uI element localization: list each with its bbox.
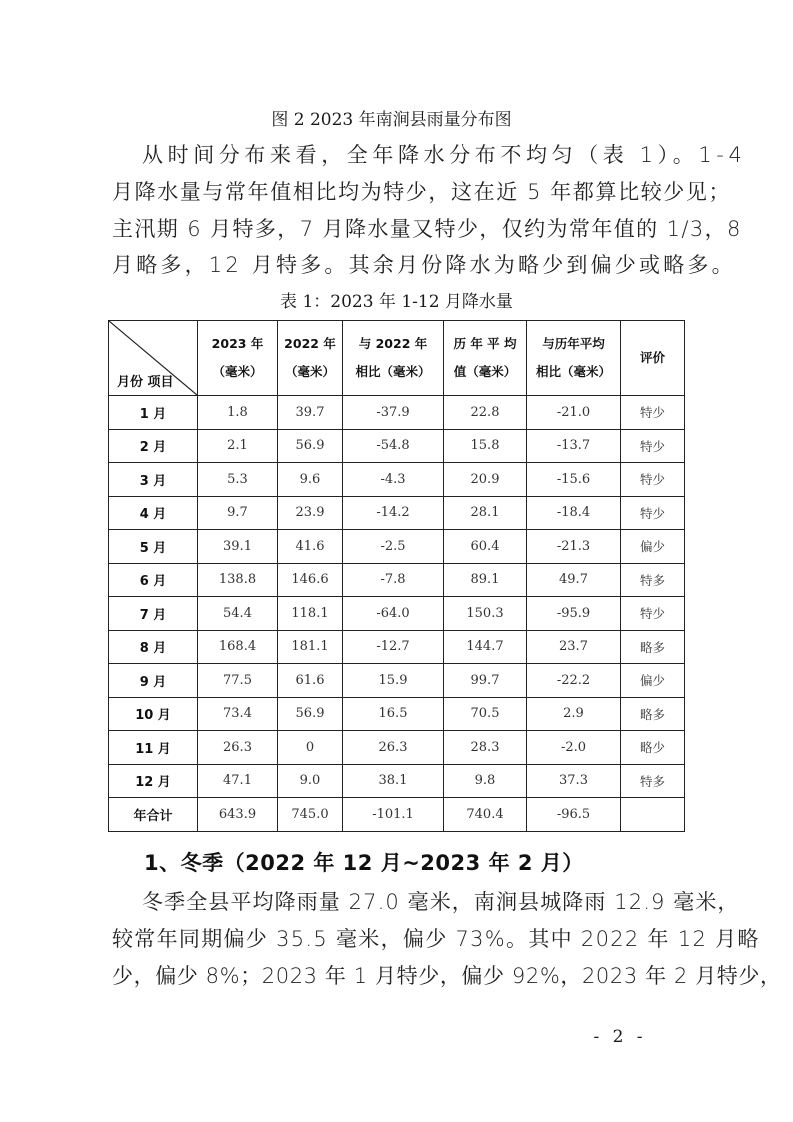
header-line: 值（毫米） — [453, 364, 517, 379]
header-vs-2022 — [343, 321, 444, 396]
cell-vs2022: -14.2 — [343, 496, 444, 530]
rainfall-table — [108, 320, 685, 832]
cell-vsavg: -21.3 — [527, 530, 621, 564]
cell-y2023: 5.3 — [198, 463, 278, 497]
cell-y2023: 39.1 — [198, 530, 278, 564]
intro-paragraph — [112, 137, 747, 284]
cell-vsavg: 23.7 — [527, 630, 621, 664]
table-row — [109, 798, 685, 832]
cell-y2022: 41.6 — [278, 530, 343, 564]
cell-month: 1 月 — [109, 396, 198, 430]
cell-eval: 特多 — [621, 563, 685, 597]
cell-y2022: 9.0 — [278, 764, 343, 798]
cell-month: 9 月 — [109, 664, 198, 698]
cell-vsavg: 37.3 — [527, 764, 621, 798]
cell-vs2022: -101.1 — [343, 798, 444, 832]
table-row — [109, 664, 685, 698]
header-vs-historical-avg — [527, 321, 621, 396]
table-header-row — [109, 321, 685, 396]
cell-vs2022: -12.7 — [343, 630, 444, 664]
cell-y2023: 47.1 — [198, 764, 278, 798]
cell-month: 4 月 — [109, 496, 198, 530]
header-line: （毫米） — [212, 364, 263, 379]
cell-y2022: 61.6 — [278, 664, 343, 698]
cell-avg: 20.9 — [444, 463, 527, 497]
cell-y2022: 181.1 — [278, 630, 343, 664]
cell-vs2022: -7.8 — [343, 563, 444, 597]
cell-avg: 740.4 — [444, 798, 527, 832]
cell-y2022: 745.0 — [278, 798, 343, 832]
cell-vsavg: 49.7 — [527, 563, 621, 597]
table-row — [109, 563, 685, 597]
cell-avg: 70.5 — [444, 697, 527, 731]
cell-vs2022: 38.1 — [343, 764, 444, 798]
table-row — [109, 731, 685, 765]
header-line: 评价 — [639, 350, 665, 365]
cell-y2022: 56.9 — [278, 429, 343, 463]
paragraph-line: 冬季全县平均降雨量 27.0 毫米，南涧县城降雨 12.9 毫米， — [142, 890, 740, 914]
cell-eval: 偏少 — [621, 664, 685, 698]
cell-avg: 9.8 — [444, 764, 527, 798]
paragraph-line: 月降水量与常年值相比均为特少，这在近 5 年都算比较少见； — [112, 179, 732, 204]
cell-vsavg: -13.7 — [527, 429, 621, 463]
cell-avg: 150.3 — [444, 597, 527, 631]
cell-month: 8 月 — [109, 630, 198, 664]
cell-avg: 28.3 — [444, 731, 527, 765]
corner-label — [117, 375, 174, 391]
section-heading: 1、冬季（2022 年 12 月~2023 年 2 月） — [144, 851, 584, 875]
cell-y2022: 0 — [278, 731, 343, 765]
cell-vs2022: -54.8 — [343, 429, 444, 463]
cell-avg: 15.8 — [444, 429, 527, 463]
cell-y2023: 73.4 — [198, 697, 278, 731]
cell-y2022: 23.9 — [278, 496, 343, 530]
cell-vs2022: -64.0 — [343, 597, 444, 631]
paragraph-line: 月略多，12 月特多。其余月份降水为略少到偏少或略多。 — [112, 253, 736, 278]
cell-vs2022: -4.3 — [343, 463, 444, 497]
cell-month: 12 月 — [109, 764, 198, 798]
cell-vsavg: -96.5 — [527, 798, 621, 832]
cell-eval: 略多 — [621, 630, 685, 664]
header-2022 — [278, 321, 343, 396]
cell-vsavg: 2.9 — [527, 697, 621, 731]
cell-eval: 偏少 — [621, 530, 685, 564]
header-line: （毫米） — [284, 364, 335, 379]
header-line: 2022 年 — [284, 336, 336, 351]
section-paragraph — [112, 884, 782, 994]
cell-vsavg: -95.9 — [527, 597, 621, 631]
cell-y2023: 138.8 — [198, 563, 278, 597]
header-historical-avg — [444, 321, 527, 396]
header-line: 相比（毫米） — [355, 364, 431, 379]
cell-vs2022: 26.3 — [343, 731, 444, 765]
cell-y2022: 9.6 — [278, 463, 343, 497]
cell-vs2022: 15.9 — [343, 664, 444, 698]
cell-vsavg: -22.2 — [527, 664, 621, 698]
page-number: - 2 - — [593, 1027, 647, 1047]
corner-label-month: 月份 — [117, 375, 144, 390]
cell-month: 3 月 — [109, 463, 198, 497]
cell-vsavg: -2.0 — [527, 731, 621, 765]
header-line: 历 年 平 均 — [453, 336, 517, 351]
header-line: 与 2022 年 — [358, 336, 428, 351]
cell-y2023: 1.8 — [198, 396, 278, 430]
cell-y2023: 643.9 — [198, 798, 278, 832]
cell-vsavg: -15.6 — [527, 463, 621, 497]
cell-vs2022: 16.5 — [343, 697, 444, 731]
cell-avg: 60.4 — [444, 530, 527, 564]
cell-eval: 特少 — [621, 429, 685, 463]
cell-month: 10 月 — [109, 697, 198, 731]
header-2023 — [198, 321, 278, 396]
cell-y2023: 2.1 — [198, 429, 278, 463]
cell-y2023: 9.7 — [198, 496, 278, 530]
figure-caption: 图 2 2023 年南涧县雨量分布图 — [271, 110, 512, 130]
header-line: 与历年平均 — [542, 336, 605, 351]
cell-vs2022: -2.5 — [343, 530, 444, 564]
cell-month: 2 月 — [109, 429, 198, 463]
table-row — [109, 496, 685, 530]
paragraph-line: 少，偏少 8%；2023 年 1 月特少，偏少 92%，2023 年 2 月特少， — [112, 963, 782, 988]
cell-eval — [621, 798, 685, 832]
cell-avg: 89.1 — [444, 563, 527, 597]
cell-y2023: 168.4 — [198, 630, 278, 664]
cell-eval: 特少 — [621, 496, 685, 530]
cell-avg: 22.8 — [444, 396, 527, 430]
paragraph-line: 较常年同期偏少 35.5 毫米，偏少 73%。其中 2022 年 12 月略 — [112, 926, 760, 951]
table-row — [109, 463, 685, 497]
paragraph-line: 从时间分布来看，全年降水分布不均匀（表 1）。1-4 — [142, 143, 747, 167]
header-line: 2023 年 — [211, 336, 264, 351]
cell-vsavg: -21.0 — [527, 396, 621, 430]
table-row — [109, 429, 685, 463]
cell-eval: 特少 — [621, 597, 685, 631]
cell-eval: 特少 — [621, 396, 685, 430]
cell-y2022: 118.1 — [278, 597, 343, 631]
cell-vsavg: -18.4 — [527, 496, 621, 530]
cell-y2023: 26.3 — [198, 731, 278, 765]
corner-label-item: 项目 — [147, 375, 174, 390]
header-line: 相比（毫米） — [535, 364, 611, 379]
table-row — [109, 630, 685, 664]
cell-y2022: 56.9 — [278, 697, 343, 731]
cell-eval: 略少 — [621, 731, 685, 765]
table-row — [109, 396, 685, 430]
corner-header-cell — [109, 321, 198, 396]
cell-eval: 略多 — [621, 697, 685, 731]
header-evaluation — [621, 321, 685, 396]
table-row — [109, 597, 685, 631]
cell-month: 11 月 — [109, 731, 198, 765]
cell-month: 年合计 — [109, 798, 198, 832]
table-row — [109, 697, 685, 731]
cell-avg: 144.7 — [444, 630, 527, 664]
cell-y2022: 146.6 — [278, 563, 343, 597]
cell-month: 5 月 — [109, 530, 198, 564]
cell-month: 7 月 — [109, 597, 198, 631]
paragraph-line: 主汛期 6 月特多，7 月降水量又特少，仅约为常年值的 1/3，8 — [112, 216, 742, 241]
cell-y2023: 77.5 — [198, 664, 278, 698]
table-caption: 表 1：2023 年 1-12 月降水量 — [280, 292, 513, 312]
cell-y2022: 39.7 — [278, 396, 343, 430]
cell-vs2022: -37.9 — [343, 396, 444, 430]
cell-avg: 28.1 — [444, 496, 527, 530]
cell-eval: 特少 — [621, 463, 685, 497]
table-row — [109, 764, 685, 798]
table-row — [109, 530, 685, 564]
cell-month: 6 月 — [109, 563, 198, 597]
cell-eval: 特多 — [621, 764, 685, 798]
cell-avg: 99.7 — [444, 664, 527, 698]
cell-y2023: 54.4 — [198, 597, 278, 631]
